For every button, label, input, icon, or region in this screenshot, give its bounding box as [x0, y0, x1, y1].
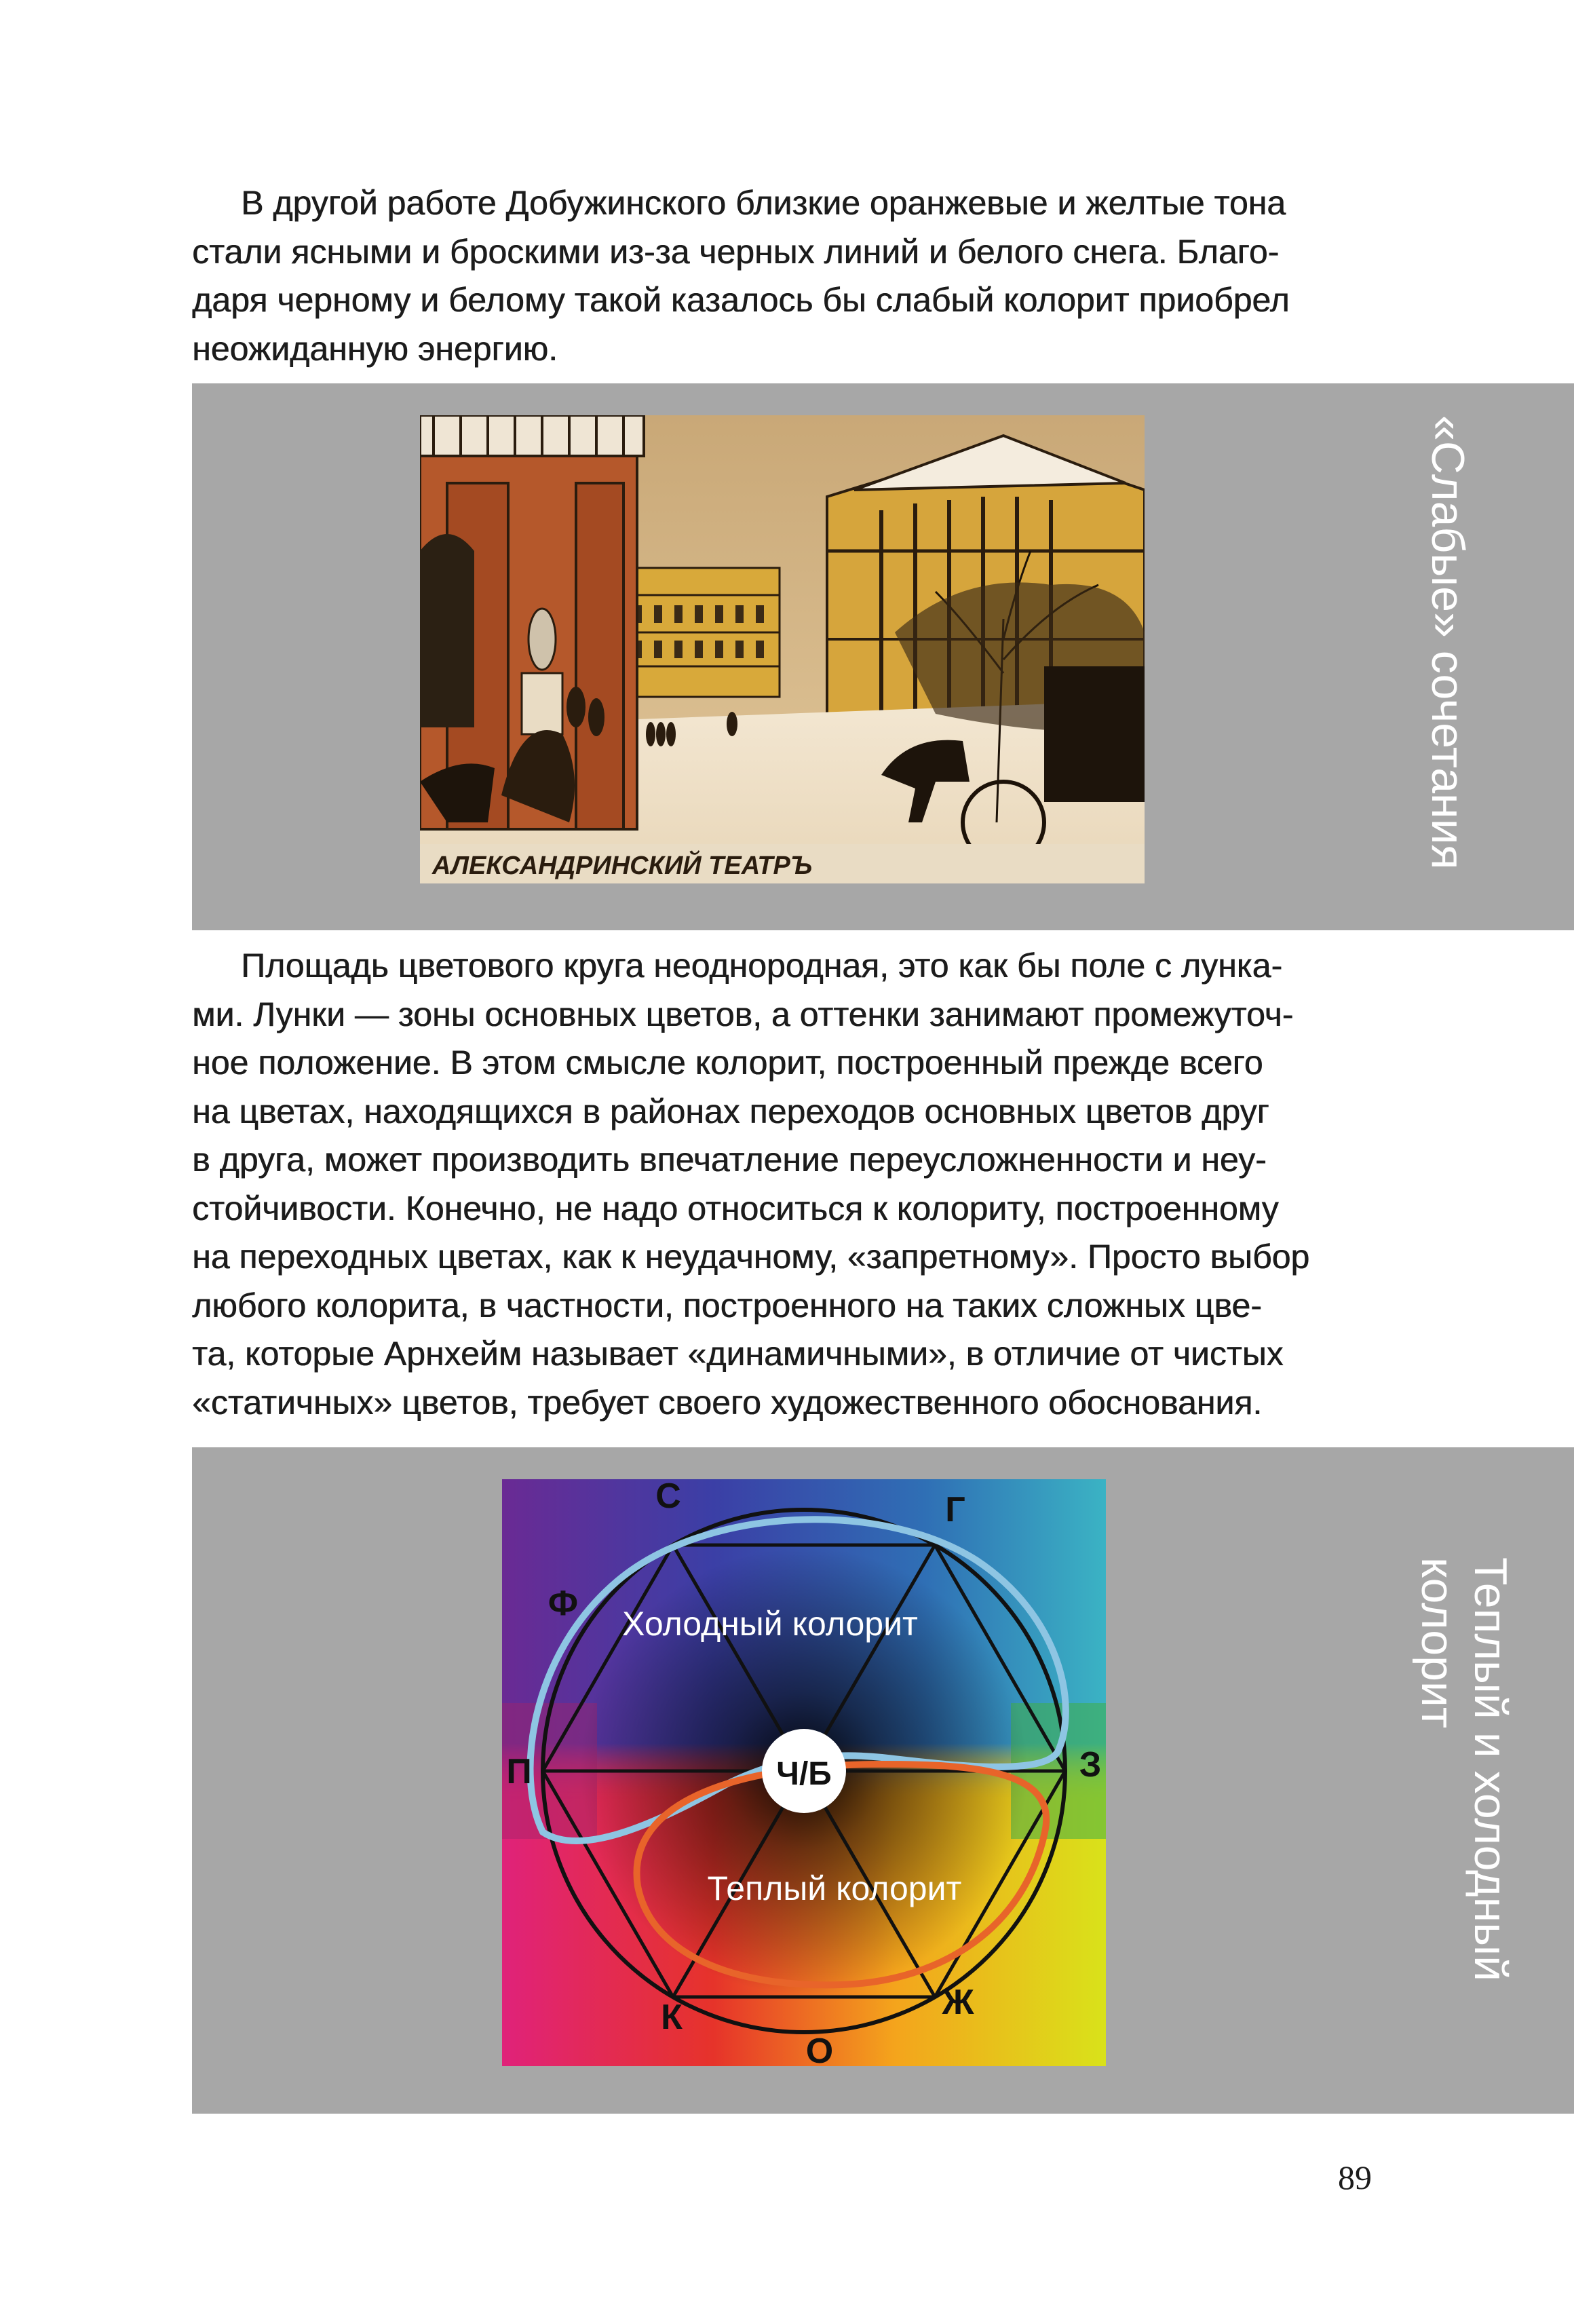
side-title-weak-combinations: «Слабые» сочетания	[1422, 415, 1474, 870]
text-line: стали ясными и броскими из-за черных линий и белого снега. Благо-	[192, 232, 1280, 271]
center-label: Ч/Б	[776, 1756, 832, 1792]
text-line: та, которые Арнхейм называет «динамичными», в отличие от чистых	[192, 1335, 1284, 1373]
paragraph-2	[192, 942, 1387, 1427]
text-line: ное положение. В этом смысле колорит, построенный прежде всего	[192, 1044, 1263, 1082]
text-line: на переходных цветах, как к неудачному, «запретному». Просто выбор	[192, 1238, 1310, 1276]
text-line: неожиданную энергию.	[192, 329, 558, 368]
hue-label-yellow: Ж	[942, 1983, 974, 2022]
text-line: ми. Лунки — зоны основных цветов, а оттенки занимают промежуточ-	[192, 995, 1294, 1033]
text-line: «статичных» цветов, требует своего художественного обоснования.	[192, 1383, 1263, 1422]
text-line: стойчивости. Конечно, не надо относиться к колориту, построенному	[192, 1189, 1279, 1227]
hue-label-orange: О	[805, 2032, 834, 2066]
text-line: в друга, может производить впечатление переусложненности и неу-	[192, 1141, 1267, 1179]
text-line: на цветах, находящихся в районах переходов основных цветов друг	[192, 1092, 1269, 1130]
text-line: Площадь цветового круга неоднородная, это как бы поле с лунка-	[241, 947, 1283, 985]
hue-label-purple: П	[506, 1752, 532, 1791]
hue-label-cyan: Г	[945, 1490, 965, 1529]
hue-label-blue: С	[655, 1479, 681, 1516]
paragraph-1	[192, 179, 1387, 373]
hue-label-green: З	[1079, 1745, 1102, 1785]
side-title-line: колорит	[1412, 1557, 1463, 1729]
text-line: любого колорита, в частности, построенного на таких сложных цве-	[192, 1286, 1262, 1325]
warm-colorite-label: Теплый колорит	[707, 1869, 962, 1907]
dobuzhinsky-painting	[420, 415, 1145, 883]
side-title-line: Теплый и холодный	[1465, 1557, 1516, 1982]
hue-label-red: К	[661, 1998, 683, 2037]
painting-caption: АЛЕКСАНДРИНСКИЙ ТЕАТРЪ	[432, 852, 813, 880]
hue-label-violet: Ф	[548, 1584, 579, 1623]
side-title-warm-cold	[1411, 1557, 1517, 2073]
color-wheel-diagram	[502, 1479, 1106, 2066]
text-line: даря черному и белому такой казалось бы слабый колорит приобрел	[192, 281, 1290, 319]
text-line: В другой работе Добужинского близкие оранжевые и желтые тона	[241, 184, 1286, 222]
page-number: 89	[1338, 2158, 1372, 2196]
cold-colorite-label: Холодный колорит	[622, 1605, 918, 1643]
